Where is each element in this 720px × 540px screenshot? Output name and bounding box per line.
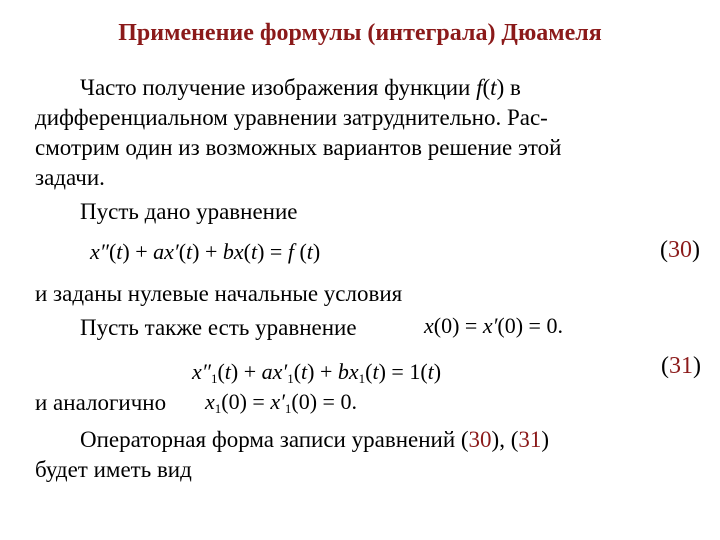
- eq-term: t: [224, 359, 231, 384]
- equation-label-31: [661, 353, 701, 380]
- eq-term: ax′: [261, 359, 288, 384]
- eq-term: (: [217, 359, 225, 384]
- eq-term: t: [306, 239, 313, 264]
- eq-term: (: [293, 359, 302, 384]
- label-number: 31: [669, 353, 693, 379]
- paragraph-line: Пусть дано уравнение: [80, 199, 298, 224]
- eq-term: ) +: [122, 239, 154, 264]
- label-number: 30: [668, 237, 692, 263]
- eq-term: (0) =: [221, 389, 271, 414]
- eq-term: f: [287, 239, 294, 264]
- subscript: 1: [284, 401, 292, 416]
- text: ) в: [496, 75, 521, 100]
- eq-term: ax′: [153, 239, 179, 264]
- eq-term: (: [365, 359, 373, 384]
- paragraph-line: Пусть также есть уравнение: [80, 315, 357, 340]
- eq-term: ) +: [307, 359, 338, 384]
- eq-term: (: [178, 239, 187, 264]
- eq-term: t: [116, 239, 123, 264]
- paragraph-line: дифференциальном уравнении затруднительно. Рас-: [35, 105, 548, 130]
- equation-label-30: [660, 237, 700, 264]
- paren: (: [660, 237, 668, 263]
- eq-term: t: [250, 239, 258, 264]
- eq-term: (0) = 0.: [497, 313, 563, 338]
- eq-term: (: [293, 239, 307, 264]
- page-title: Применение формулы (интеграла) Дюамеля: [118, 20, 602, 46]
- paren: (: [661, 353, 669, 379]
- text: ): [541, 427, 550, 452]
- subscript: 1: [358, 371, 366, 386]
- text: Часто получение изображения функции: [80, 75, 477, 100]
- paragraph-line: и аналогично: [35, 390, 167, 415]
- text: ), (: [491, 427, 519, 452]
- eq-term: (: [108, 239, 117, 264]
- eq-term: x″: [90, 239, 109, 264]
- paren: (: [482, 75, 491, 100]
- eq-term: ) = 1(: [378, 359, 428, 384]
- subscript: 1: [287, 371, 294, 386]
- eq-term: (: [243, 239, 251, 264]
- eq-term: x′: [482, 313, 498, 338]
- paragraph-line: будет иметь вид: [35, 457, 192, 482]
- paragraph-line: [80, 425, 549, 455]
- eq-term: x′: [270, 389, 285, 414]
- eq-term: t: [372, 359, 379, 384]
- var-t: t: [490, 75, 497, 100]
- eq-term: bx: [222, 239, 244, 264]
- eq-term: ): [312, 239, 321, 264]
- equation-30: [90, 238, 320, 266]
- eq-term: ) +: [192, 239, 223, 264]
- initial-conditions-1: [205, 388, 357, 423]
- paragraph-line: [80, 73, 521, 103]
- ref-number: 30: [468, 427, 492, 452]
- eq-term: x: [205, 389, 215, 414]
- eq-term: t: [427, 359, 434, 384]
- paragraph-line: смотрим один из возможных вариантов решение этой: [35, 135, 562, 160]
- paren: ): [693, 353, 701, 379]
- eq-term: (0) = 0.: [291, 389, 357, 414]
- eq-term: ) =: [257, 239, 288, 264]
- eq-term: (0) =: [433, 313, 483, 338]
- subscript: 1: [210, 371, 218, 386]
- eq-term: t: [186, 239, 193, 264]
- initial-conditions: [424, 312, 563, 340]
- subscript: 1: [214, 401, 222, 416]
- eq-term: bx: [337, 359, 359, 384]
- eq-term: ) +: [230, 359, 262, 384]
- eq-term: t: [301, 359, 308, 384]
- func-f: f: [476, 75, 483, 100]
- paragraph-line: и заданы нулевые начальные условия: [35, 281, 403, 306]
- ref-number: 31: [518, 427, 542, 452]
- eq-term: x″: [192, 359, 211, 384]
- paren: ): [692, 237, 700, 263]
- eq-term: x: [424, 313, 434, 338]
- text: Операторная форма записи уравнений (: [80, 427, 469, 452]
- paragraph-line: задачи.: [35, 165, 105, 190]
- eq-term: ): [433, 359, 442, 384]
